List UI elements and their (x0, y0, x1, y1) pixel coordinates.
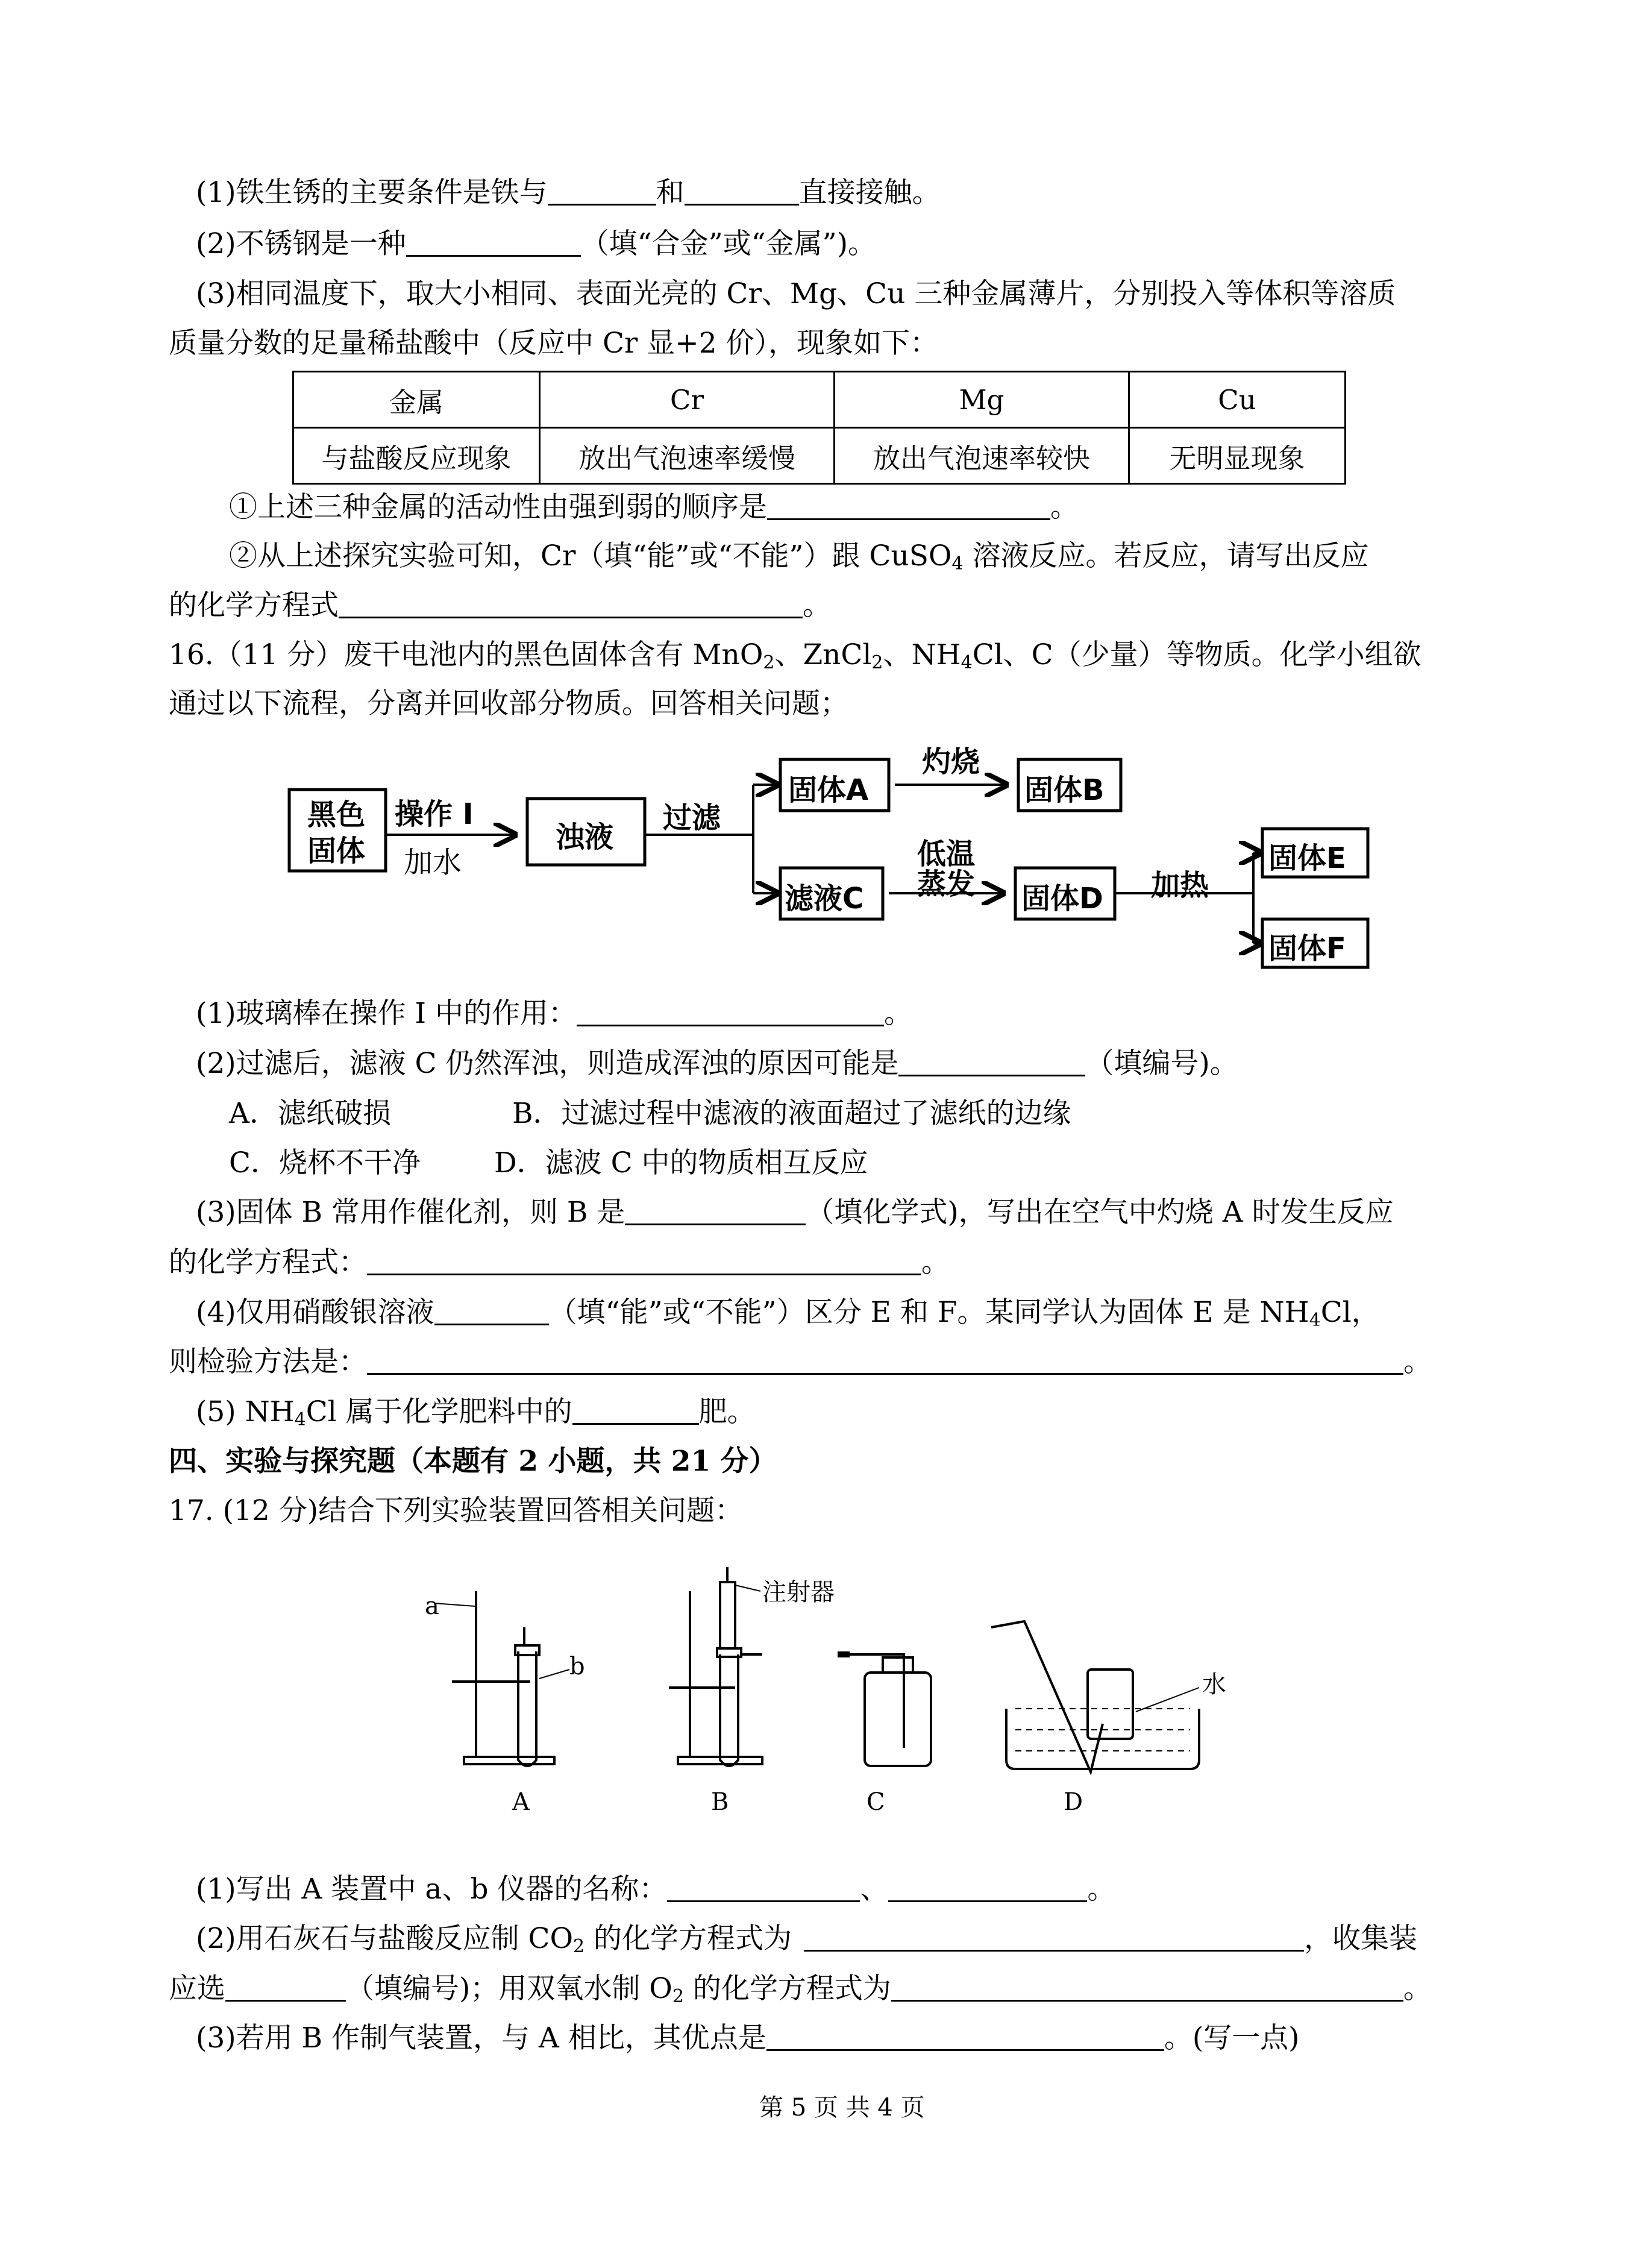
option-b: B．过滤过程中滤液的液面超过了滤纸的边缘 (512, 1097, 1071, 1130)
q16-line-6: 的化学方程式： 。 (169, 1246, 950, 1279)
flow-label: 低温 (917, 837, 976, 871)
q15-line-4: 质量分数的足量稀盐酸中（反应中 Cr 显+2 价），现象如下： (169, 327, 939, 360)
flow-label: 操作 I (395, 797, 474, 831)
label-b: b (569, 1653, 585, 1680)
q17-line-4: 应选 （填编号)；用双氧水制 $O_2$ 的化学方程式为 。 (169, 1972, 1432, 2007)
answer-blank[interactable] (766, 2023, 1164, 2051)
table-cell: Cr (540, 372, 835, 428)
flow-label: 黑色 (307, 798, 366, 832)
page-footer: 第 5 页 共 4 页 (759, 2094, 925, 2122)
label-water: 水 (1202, 1671, 1226, 1698)
label-syringe: 注射器 (762, 1578, 835, 1606)
q16-line-7: (4)仅用硝酸银溶液 （填“能”或“不能”）区分 E 和 F。某同学认为固体 E 是 $NH_4Cl$， (196, 1296, 1380, 1331)
table-cell: 放出气泡速率较快 (835, 428, 1129, 484)
option-a: A．滤纸破损 (229, 1097, 391, 1130)
q16-line-3: (1)玻璃棒在操作 I 中的作用： 。 (196, 997, 913, 1030)
flow-label: 固体D (1021, 882, 1103, 916)
answer-blank[interactable] (888, 1874, 1087, 1902)
label-a: a (425, 1592, 439, 1620)
q17-line-5: (3)若用 B 作制气装置，与 A 相比，其优点是 。(写一点) (196, 2021, 1300, 2055)
table-cell: Cu (1129, 372, 1346, 428)
flow-label: 滤液C (785, 882, 864, 916)
q15-line-7: 的化学方程式 。 (169, 589, 831, 622)
option-c: C．烧杯不干净 (229, 1146, 421, 1180)
flow-label: 浊液 (556, 820, 614, 854)
table-cell: 放出气泡速率缓慢 (540, 428, 835, 484)
flow-label: 固体F (1268, 932, 1346, 966)
q16-line-2: 通过以下流程，分离并回收部分物质。回答相关问题； (169, 687, 848, 720)
flow-label: 加热 (1151, 869, 1209, 902)
flow-label: 加水 (404, 846, 462, 879)
table-cell: 无明显现象 (1129, 428, 1346, 484)
table-cell: Mg (835, 372, 1129, 428)
option-d: D．滤波 C 中的物质相互反应 (494, 1146, 868, 1180)
answer-blank[interactable] (667, 1874, 860, 1902)
section-heading: 四、实验与探究题（本题有 2 小题，共 21 分） (169, 1445, 777, 1478)
answer-blank[interactable] (891, 1973, 1403, 2002)
q16-line-8: 则检验方法是： 。 (169, 1345, 1432, 1378)
q16-line-4: (2)过滤后，滤液 C 仍然浑浊，则造成浑浊的原因可能是 （填编号)。 (196, 1047, 1238, 1080)
table-cell: 与盐酸反应现象 (293, 428, 540, 484)
flow-label: 固体B (1024, 773, 1105, 807)
q16-line-1: 16.（11 分）废干电池内的黑色固体含有 MnO$_2$、ZnCl$_2$、$NH_4Cl$、C（少量）等物质。化学小组欲 (169, 638, 1421, 673)
flow-label: 灼烧 (922, 745, 980, 779)
label-apparatus-a: A (512, 1788, 530, 1816)
flow-label: 过滤 (663, 801, 721, 835)
table-cell: 金属 (293, 372, 540, 428)
q15-line-5: ①上述三种金属的活动性由强到弱的顺序是 。 (229, 491, 1079, 524)
q17-line-1: 17. (12 分)结合下列实验装置回答相关问题： (169, 1494, 744, 1527)
answer-blank[interactable] (225, 1973, 346, 2002)
q15-line-6: ②从上述探究实验可知，Cr（填“能”或“不能”）跟 CuSO$_4$ 溶液反应。若反应，请写出反应 (229, 539, 1369, 574)
q16-line-5: (3)固体 B 常用作催化剂，则 B 是 （填化学式)，写出在空气中灼烧 A 时发生反应 (196, 1196, 1394, 1229)
flow-label: 固体E (1268, 841, 1346, 875)
label-apparatus-b: B (711, 1788, 729, 1816)
flow-label: 蒸发 (917, 867, 976, 901)
flow-label: 固体A (788, 773, 869, 807)
q15-line-1: (1)铁生锈的主要条件是铁与 和 直接接触。 (196, 176, 941, 209)
label-apparatus-d: D (1064, 1788, 1083, 1816)
q16-line-9: (5) $NH_4Cl$ 属于化学肥料中的 肥。 (196, 1395, 756, 1430)
q17-line-2: (1)写出 A 装置中 a、b 仪器的名称： 、 。 (196, 1873, 1116, 1906)
q17-line-3: (2)用石灰石与盐酸反应制 $CO_2$ 的化学方程式为 ，收集装 (196, 1922, 1418, 1957)
answer-blank[interactable] (804, 1923, 1304, 1952)
label-apparatus-c: C (867, 1788, 885, 1816)
q15-line-2: (2)不锈钢是一种 （填“合金”或“金属”)。 (196, 227, 877, 260)
q15-line-3: (3)相同温度下，取大小相同、表面光亮的 Cr、Mg、Cu 三种金属薄片，分别投入等体积等溶质 (196, 277, 1396, 310)
flow-label: 固体 (307, 834, 366, 868)
